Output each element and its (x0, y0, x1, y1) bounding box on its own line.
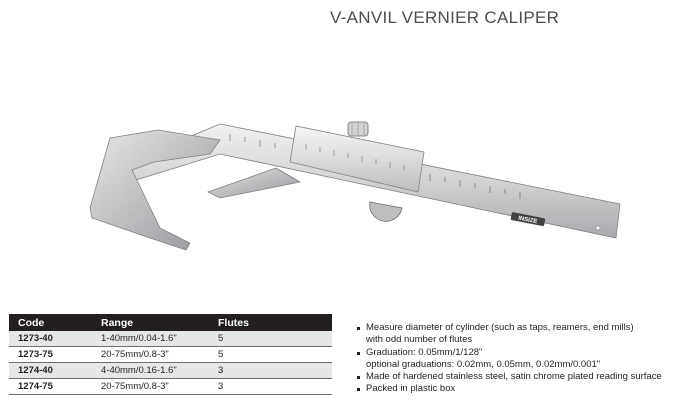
table-row (9, 379, 332, 395)
brand-logo: INSIZE (517, 215, 538, 226)
feature-text: with odd number of flutes (366, 334, 473, 346)
feature-text: Measure diameter of cylinder (such as taps, reamers, end mills) (366, 322, 634, 333)
feature-list (356, 322, 662, 396)
page-title: V-ANVIL VERNIER CALIPER (330, 8, 560, 27)
column-header-code: Code (9, 314, 101, 331)
list-item (356, 347, 662, 372)
list-item (356, 371, 662, 383)
code-cell: 1274-75 (9, 379, 101, 395)
flutes-cell: 3 (218, 379, 332, 395)
fixed-jaw (90, 130, 220, 250)
table-row (9, 331, 332, 347)
code-cell: 1273-75 (9, 347, 101, 363)
moving-jaw (208, 168, 300, 198)
flutes-cell: 5 (218, 347, 332, 363)
column-header-range: Range (101, 314, 218, 331)
caliper-image (80, 110, 640, 280)
code-cell: 1273-40 (9, 331, 101, 347)
table-header-row (9, 314, 332, 331)
table-row (9, 363, 332, 379)
flutes-cell: 3 (218, 363, 332, 379)
specification-table (9, 314, 332, 395)
feature-text: Made of hardened stainless steel, satin chrome plated reading surface (366, 371, 662, 383)
list-item (356, 383, 662, 395)
code-cell: 1274-40 (9, 363, 101, 379)
list-item (356, 322, 662, 347)
table-row (9, 347, 332, 363)
flutes-cell: 5 (218, 331, 332, 347)
column-header-flutes: Flutes (218, 314, 332, 331)
feature-text: optional graduations: 0.02mm, 0.05mm, 0.02mm/0.001" (366, 358, 601, 370)
feature-text: Graduation: 0.05mm/1/128" (366, 346, 483, 358)
range-cell: 20-75mm/0.8-3" (101, 347, 218, 363)
feature-text: Packed in plastic box (366, 383, 456, 395)
range-cell: 4-40mm/0.16-1.6" (101, 363, 218, 379)
range-cell: 20-75mm/0.8-3" (101, 379, 218, 395)
range-cell: 1-40mm/0.04-1.6" (101, 331, 218, 347)
